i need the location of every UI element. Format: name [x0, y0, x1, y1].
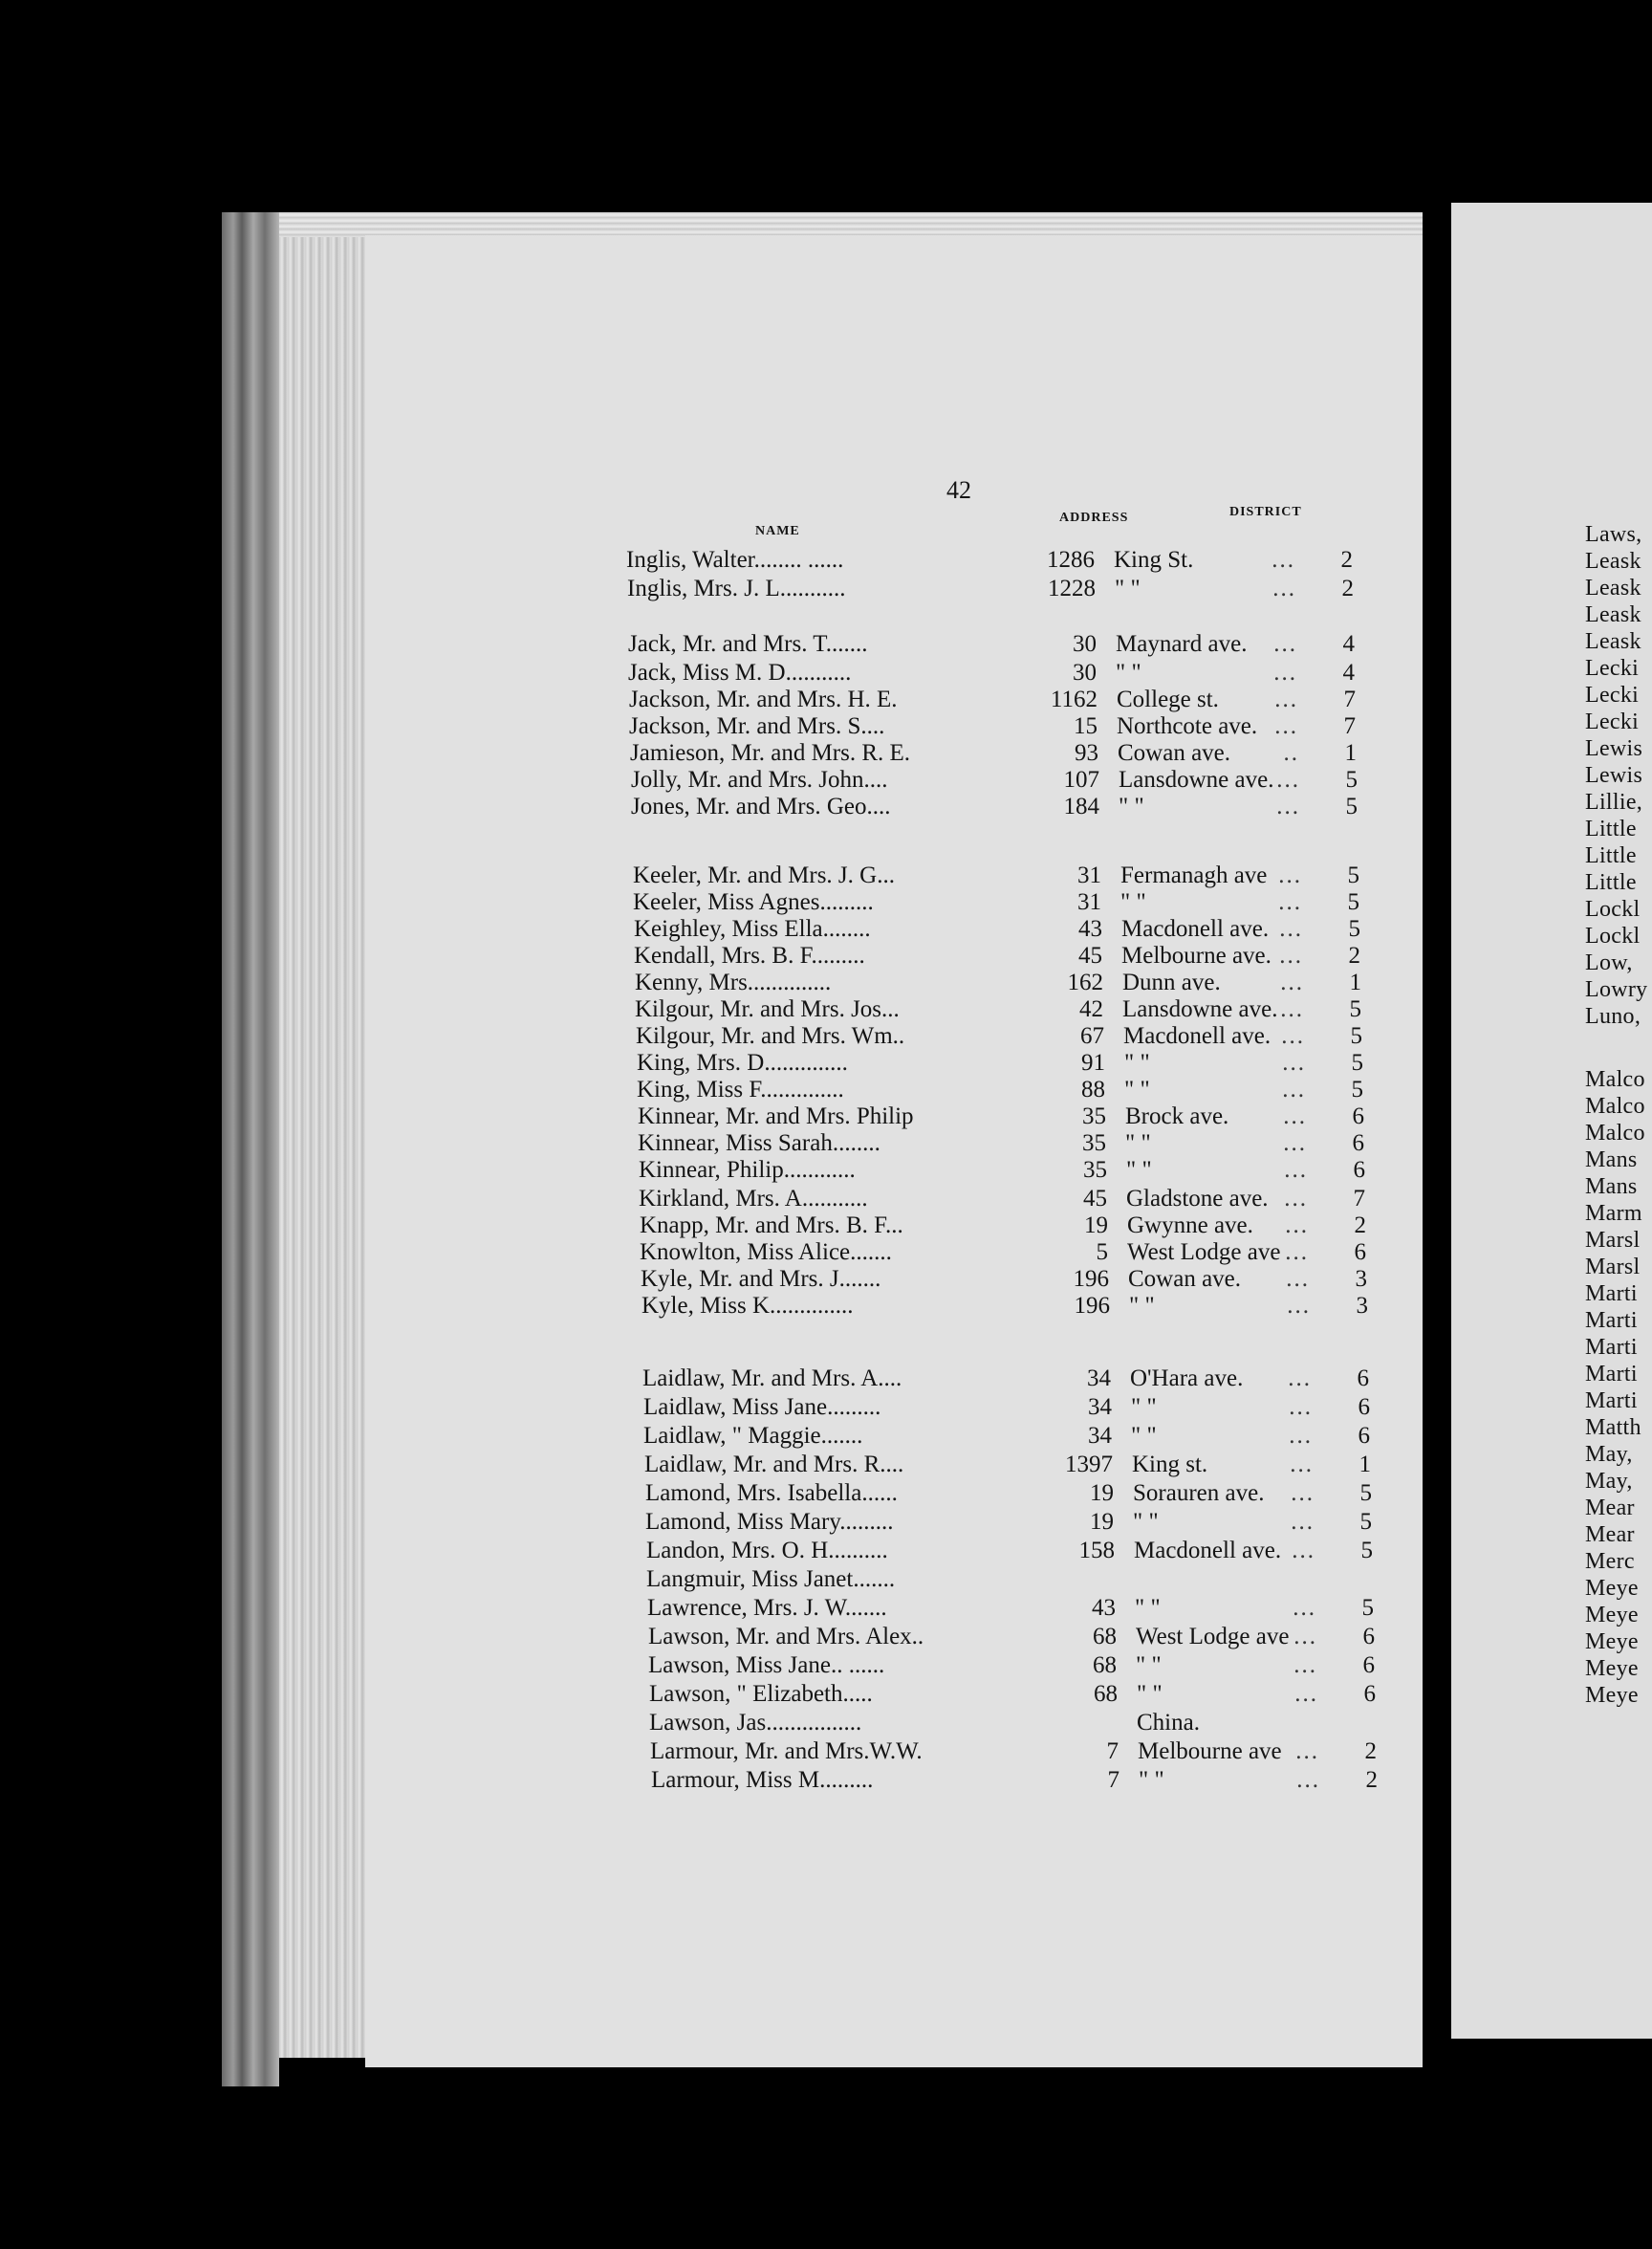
entry-district: 6	[1358, 1423, 1370, 1449]
facing-page-entry: Leask	[1585, 576, 1641, 600]
entry-street-number: 1286	[1047, 547, 1095, 573]
facing-page-entry: Mear	[1585, 1522, 1635, 1547]
entry-name: Laidlaw, " Maggie.......	[643, 1423, 863, 1449]
facing-page-entry: Marti	[1585, 1388, 1638, 1413]
entry-name: Kyle, Mr. and Mrs. J.......	[641, 1266, 881, 1292]
entry-street-number: 19	[1090, 1480, 1114, 1506]
entry-leader-dots: ...	[1272, 547, 1295, 573]
facing-page-entry: Luno,	[1585, 1004, 1641, 1029]
entry-address: Maynard ave.	[1116, 631, 1248, 657]
entry-name: Keeler, Miss Agnes.........	[633, 889, 874, 915]
entry-street-number: 107	[1063, 767, 1099, 793]
facing-page-entry: Lowry	[1585, 977, 1648, 1002]
entry-name: Kilgour, Mr. and Mrs. Wm..	[636, 1023, 905, 1049]
entry-district: 6	[1353, 1157, 1365, 1183]
entry-leader-dots: ...	[1285, 1212, 1309, 1238]
entry-name: Kinnear, Miss Sarah........	[638, 1130, 880, 1156]
entry-district: 6	[1362, 1652, 1375, 1678]
entry-leader-dots: ...	[1276, 767, 1300, 793]
facing-page-entry: Marti	[1585, 1362, 1638, 1387]
entry-address: " "	[1136, 1652, 1162, 1678]
facing-page-entry: Lewis	[1585, 763, 1643, 788]
entry-name: Knapp, Mr. and Mrs. B. F...	[640, 1212, 903, 1238]
facing-page-entry: Malco	[1585, 1094, 1645, 1119]
entry-address: " "	[1119, 794, 1144, 819]
entry-leader-dots: ...	[1279, 943, 1303, 969]
entry-address: Macdonell ave.	[1134, 1538, 1282, 1563]
entry-street-number: 34	[1087, 1365, 1111, 1391]
entry-district: 7	[1343, 713, 1356, 739]
entry-district: 5	[1360, 1538, 1373, 1563]
entry-street-number: 67	[1080, 1023, 1104, 1049]
book-page-stack	[279, 212, 365, 2058]
entry-district: 2	[1364, 1738, 1377, 1764]
entry-address: Lansdowne ave.	[1122, 996, 1278, 1022]
entry-district: 5	[1359, 1509, 1372, 1535]
entry-name: Langmuir, Miss Janet.......	[646, 1566, 896, 1592]
entry-street-number: 19	[1084, 1212, 1108, 1238]
entry-name: Kyle, Miss K..............	[641, 1293, 854, 1319]
entry-name: Keighley, Miss Ella........	[634, 916, 871, 942]
column-header-name: NAME	[755, 524, 800, 538]
entry-leader-dots: ..	[1283, 740, 1299, 766]
entry-street-number: 42	[1079, 996, 1103, 1022]
entry-street-number: 30	[1073, 660, 1097, 686]
entry-address: " "	[1126, 1157, 1152, 1183]
entry-address: " "	[1125, 1130, 1151, 1156]
entry-street-number: 1162	[1050, 687, 1098, 712]
entry-street-number: 196	[1074, 1293, 1110, 1319]
entry-district: 5	[1345, 794, 1358, 819]
entry-street-number: 1228	[1048, 576, 1096, 601]
entry-address: Melbourne ave	[1138, 1738, 1282, 1764]
entry-district: 1	[1359, 1452, 1371, 1477]
entry-name: King, Mrs. D..............	[637, 1050, 848, 1076]
entry-district: 7	[1353, 1186, 1365, 1212]
facing-page-entry: Merc	[1585, 1549, 1635, 1574]
entry-leader-dots: ...	[1284, 1157, 1308, 1183]
entry-street-number: 45	[1078, 943, 1102, 969]
entry-street-number: 34	[1088, 1423, 1112, 1449]
entry-name: Kinnear, Philip............	[639, 1157, 856, 1183]
entry-district: 5	[1350, 1023, 1362, 1049]
facing-page-entry: Meye	[1585, 1603, 1639, 1627]
entry-leader-dots: ...	[1274, 687, 1298, 712]
entry-address: King st.	[1132, 1452, 1208, 1477]
entry-leader-dots: ...	[1293, 1624, 1317, 1649]
book-page-edges	[222, 212, 279, 2086]
entry-address: Macdonell ave.	[1121, 916, 1270, 942]
entry-leader-dots: ...	[1293, 1652, 1317, 1678]
facing-page-entry: Lewis	[1585, 736, 1643, 761]
entry-district: 5	[1351, 1050, 1363, 1076]
entry-leader-dots: ...	[1283, 1130, 1307, 1156]
entry-leader-dots: ...	[1295, 1738, 1319, 1764]
entry-address: Cowan ave.	[1118, 740, 1231, 766]
entry-address: China.	[1137, 1710, 1200, 1736]
entry-name: Lawson, " Elizabeth.....	[649, 1681, 873, 1707]
entry-district: 3	[1355, 1266, 1367, 1292]
entry-name: Lamond, Mrs. Isabella......	[645, 1480, 898, 1506]
facing-page-entry: Leask	[1585, 549, 1641, 574]
entry-name: Kendall, Mrs. B. F.........	[634, 943, 865, 969]
facing-page-entry: Malco	[1585, 1121, 1645, 1146]
entry-leader-dots: ...	[1273, 631, 1297, 657]
entry-name: Kenny, Mrs..............	[635, 970, 832, 995]
entry-street-number: 43	[1092, 1595, 1116, 1621]
entry-name: Landon, Mrs. O. H..........	[646, 1538, 888, 1563]
entry-street-number: 45	[1083, 1186, 1107, 1212]
facing-page-entry: Matth	[1585, 1415, 1641, 1440]
facing-page-entry: Marti	[1585, 1308, 1638, 1333]
entry-leader-dots: ...	[1272, 576, 1296, 601]
entry-address: " "	[1124, 1050, 1150, 1076]
entry-leader-dots: ...	[1276, 794, 1300, 819]
entry-name: Kilgour, Mr. and Mrs. Jos...	[635, 996, 900, 1022]
facing-page-entry: Little	[1585, 843, 1637, 868]
entry-address: " "	[1124, 1077, 1150, 1103]
entry-district: 1	[1349, 970, 1361, 995]
facing-page-entry: Low,	[1585, 950, 1633, 975]
entry-name: Lawson, Mr. and Mrs. Alex..	[648, 1624, 924, 1649]
entry-leader-dots: ...	[1281, 1023, 1305, 1049]
entry-leader-dots: ...	[1279, 916, 1303, 942]
entry-street-number: 31	[1077, 889, 1101, 915]
facing-page-entry: Mear	[1585, 1496, 1635, 1520]
entry-address: O'Hara ave.	[1130, 1365, 1244, 1391]
entry-name: Lamond, Miss Mary.........	[645, 1509, 894, 1535]
entry-district: 5	[1349, 996, 1361, 1022]
entry-street-number: 91	[1081, 1050, 1105, 1076]
entry-address: Melbourne ave.	[1121, 943, 1272, 969]
entry-leader-dots: ...	[1278, 889, 1302, 915]
entry-street-number: 184	[1063, 794, 1099, 819]
facing-page-entry: Meye	[1585, 1629, 1639, 1654]
entry-district: 5	[1351, 1077, 1363, 1103]
facing-page-entry: Lillie,	[1585, 790, 1643, 815]
entry-name: Jack, Mr. and Mrs. T.......	[628, 631, 868, 657]
entry-name: Larmour, Mr. and Mrs.W.W.	[650, 1738, 923, 1764]
entry-name: Kinnear, Mr. and Mrs. Philip	[638, 1103, 914, 1129]
entry-street-number: 35	[1083, 1157, 1107, 1183]
entry-address: " "	[1137, 1681, 1163, 1707]
entry-name: Jones, Mr. and Mrs. Geo....	[631, 794, 891, 819]
entry-name: King, Miss F..............	[637, 1077, 844, 1103]
entry-name: Jackson, Mr. and Mrs. H. E.	[629, 687, 898, 712]
entry-name: Knowlton, Miss Alice.......	[640, 1239, 892, 1265]
entry-name: Jackson, Mr. and Mrs. S....	[629, 713, 885, 739]
entry-leader-dots: ...	[1294, 1681, 1318, 1707]
entry-leader-dots: ...	[1283, 1103, 1307, 1129]
facing-page-entry: Marm	[1585, 1201, 1642, 1226]
entry-district: 2	[1348, 943, 1360, 969]
entry-leader-dots: ...	[1287, 1293, 1311, 1319]
entry-street-number: 30	[1073, 631, 1097, 657]
entry-leader-dots: ...	[1288, 1365, 1312, 1391]
entry-address: Brock ave.	[1125, 1103, 1229, 1129]
entry-name: Lawson, Miss Jane.. ......	[648, 1652, 885, 1678]
entry-leader-dots: ...	[1292, 1538, 1315, 1563]
entry-name: Keeler, Mr. and Mrs. J. G...	[633, 862, 895, 888]
entry-leader-dots: ...	[1274, 713, 1298, 739]
entry-leader-dots: ...	[1280, 996, 1304, 1022]
entry-name: Laidlaw, Mr. and Mrs. A....	[642, 1365, 902, 1391]
facing-page-entry: Mans	[1585, 1147, 1638, 1172]
entry-street-number: 7	[1107, 1767, 1119, 1793]
facing-page-entry: Leask	[1585, 629, 1641, 654]
entry-district: 5	[1347, 889, 1359, 915]
entry-address: Northcote ave.	[1117, 713, 1258, 739]
entry-street-number: 93	[1075, 740, 1098, 766]
entry-district: 3	[1356, 1293, 1368, 1319]
entry-district: 5	[1345, 767, 1358, 793]
entry-address: " "	[1115, 576, 1141, 601]
facing-page-entry: Meye	[1585, 1576, 1639, 1601]
entry-street-number: 158	[1078, 1538, 1115, 1563]
facing-page-entry: Lecki	[1585, 683, 1640, 708]
facing-page-entry: Marti	[1585, 1281, 1638, 1306]
entry-address: " "	[1135, 1595, 1161, 1621]
entry-leader-dots: ...	[1290, 1452, 1314, 1477]
entry-street-number: 88	[1081, 1077, 1105, 1103]
entry-district: 2	[1354, 1212, 1366, 1238]
entry-district: 5	[1348, 916, 1360, 942]
entry-name: Jolly, Mr. and Mrs. John....	[631, 767, 888, 793]
facing-page-entry: Marsl	[1585, 1255, 1641, 1279]
entry-district: 5	[1359, 1480, 1372, 1506]
facing-page-entry: Leask	[1585, 602, 1641, 627]
entry-district: 6	[1358, 1394, 1370, 1420]
entry-district: 2	[1340, 547, 1353, 573]
entry-district: 6	[1352, 1103, 1364, 1129]
facing-page-entry: Laws,	[1585, 522, 1642, 547]
entry-leader-dots: ...	[1296, 1767, 1320, 1793]
entry-leader-dots: ...	[1291, 1480, 1315, 1506]
entry-street-number: 35	[1082, 1130, 1106, 1156]
entry-leader-dots: ...	[1284, 1186, 1308, 1212]
entry-address: " "	[1129, 1293, 1155, 1319]
entry-address: " "	[1131, 1423, 1157, 1449]
entry-leader-dots: ...	[1289, 1394, 1313, 1420]
facing-page-entry: Meye	[1585, 1656, 1639, 1681]
entry-district: 2	[1341, 576, 1354, 601]
entry-district: 6	[1352, 1130, 1364, 1156]
entry-district: 1	[1344, 740, 1357, 766]
entry-name: Inglis, Walter........ ......	[626, 547, 844, 573]
facing-page-entry: Malco	[1585, 1067, 1645, 1092]
facing-page-entry: Lockl	[1585, 897, 1641, 922]
entry-address: West Lodge ave	[1136, 1624, 1290, 1649]
entry-name: Lawson, Jas................	[649, 1710, 862, 1736]
entry-address: Lansdowne ave.	[1119, 767, 1274, 793]
book-page-top-stack	[279, 212, 1426, 237]
entry-district: 7	[1343, 687, 1356, 712]
entry-street-number: 68	[1093, 1624, 1117, 1649]
facing-page-entry: Lockl	[1585, 924, 1641, 949]
entry-leader-dots: ...	[1285, 1239, 1309, 1265]
entry-district: 6	[1362, 1624, 1375, 1649]
entry-leader-dots: ...	[1273, 660, 1297, 686]
entry-address: Cowan ave.	[1128, 1266, 1242, 1292]
entry-street-number: 15	[1074, 713, 1098, 739]
facing-page-entry: May,	[1585, 1469, 1633, 1494]
facing-page-entry: Lecki	[1585, 710, 1640, 734]
entry-address: Gwynne ave.	[1127, 1212, 1253, 1238]
facing-page-entry: Marsl	[1585, 1228, 1641, 1253]
entry-name: Lawrence, Mrs. J. W.......	[647, 1595, 887, 1621]
facing-page-entry: May,	[1585, 1442, 1633, 1467]
entry-leader-dots: ...	[1278, 862, 1302, 888]
facing-page-entry: Mans	[1585, 1174, 1638, 1199]
entry-street-number: 1397	[1065, 1452, 1113, 1477]
entry-street-number: 43	[1078, 916, 1102, 942]
entry-district: 6	[1357, 1365, 1369, 1391]
entry-name: Jamieson, Mr. and Mrs. R. E.	[630, 740, 911, 766]
entry-name: Kirkland, Mrs. A...........	[639, 1186, 868, 1212]
entry-leader-dots: ...	[1291, 1509, 1315, 1535]
entry-district: 6	[1354, 1239, 1366, 1265]
entry-leader-dots: ...	[1289, 1423, 1313, 1449]
entry-leader-dots: ...	[1282, 1050, 1306, 1076]
entry-street-number: 19	[1090, 1509, 1114, 1535]
entry-street-number: 7	[1106, 1738, 1119, 1764]
entry-address: King St.	[1114, 547, 1194, 573]
entry-address: " "	[1131, 1394, 1157, 1420]
entry-leader-dots: ...	[1282, 1077, 1306, 1103]
entry-address: " "	[1139, 1767, 1164, 1793]
entry-leader-dots: ...	[1280, 970, 1304, 995]
entry-address: Gladstone ave.	[1126, 1186, 1269, 1212]
entry-name: Laidlaw, Miss Jane.........	[643, 1394, 881, 1420]
entry-address: Macdonell ave.	[1123, 1023, 1272, 1049]
page-number: 42	[946, 476, 971, 504]
entry-district: 4	[1342, 631, 1355, 657]
entry-street-number: 68	[1093, 1652, 1117, 1678]
facing-page-entry: Marti	[1585, 1335, 1638, 1360]
facing-page-entry: Meye	[1585, 1683, 1639, 1708]
entry-street-number: 34	[1088, 1394, 1112, 1420]
facing-page-entry: Little	[1585, 870, 1637, 895]
entry-leader-dots: ...	[1286, 1266, 1310, 1292]
entry-address: Dunn ave.	[1122, 970, 1221, 995]
entry-address: College st.	[1117, 687, 1219, 712]
entry-district: 5	[1347, 862, 1359, 888]
entry-street-number: 35	[1082, 1103, 1106, 1129]
entry-district: 2	[1365, 1767, 1378, 1793]
entry-address: " "	[1116, 660, 1141, 686]
entry-name: Jack, Miss M. D...........	[628, 660, 852, 686]
entry-district: 5	[1361, 1595, 1374, 1621]
entry-leader-dots: ...	[1293, 1595, 1316, 1621]
entry-street-number: 68	[1094, 1681, 1118, 1707]
entry-name: Larmour, Miss M.........	[651, 1767, 874, 1793]
entry-address: " "	[1133, 1509, 1159, 1535]
column-header-address: ADDRESS	[1059, 511, 1129, 525]
entry-street-number: 5	[1096, 1239, 1108, 1265]
entry-address: Fermanagh ave	[1120, 862, 1268, 888]
facing-page-entry: Little	[1585, 817, 1637, 841]
entry-district: 6	[1363, 1681, 1376, 1707]
book-spine	[1423, 203, 1451, 2067]
column-header-district: DISTRICT	[1229, 505, 1302, 519]
entry-street-number: 31	[1077, 862, 1101, 888]
entry-address: Sorauren ave.	[1133, 1480, 1265, 1506]
entry-district: 4	[1342, 660, 1355, 686]
entry-address: " "	[1120, 889, 1146, 915]
entry-name: Laidlaw, Mr. and Mrs. R....	[644, 1452, 904, 1477]
entry-street-number: 162	[1067, 970, 1103, 995]
entry-address: West Lodge ave	[1127, 1239, 1281, 1265]
facing-page-entry: Lecki	[1585, 656, 1640, 681]
entry-street-number: 196	[1073, 1266, 1109, 1292]
entry-name: Inglis, Mrs. J. L...........	[627, 576, 846, 601]
